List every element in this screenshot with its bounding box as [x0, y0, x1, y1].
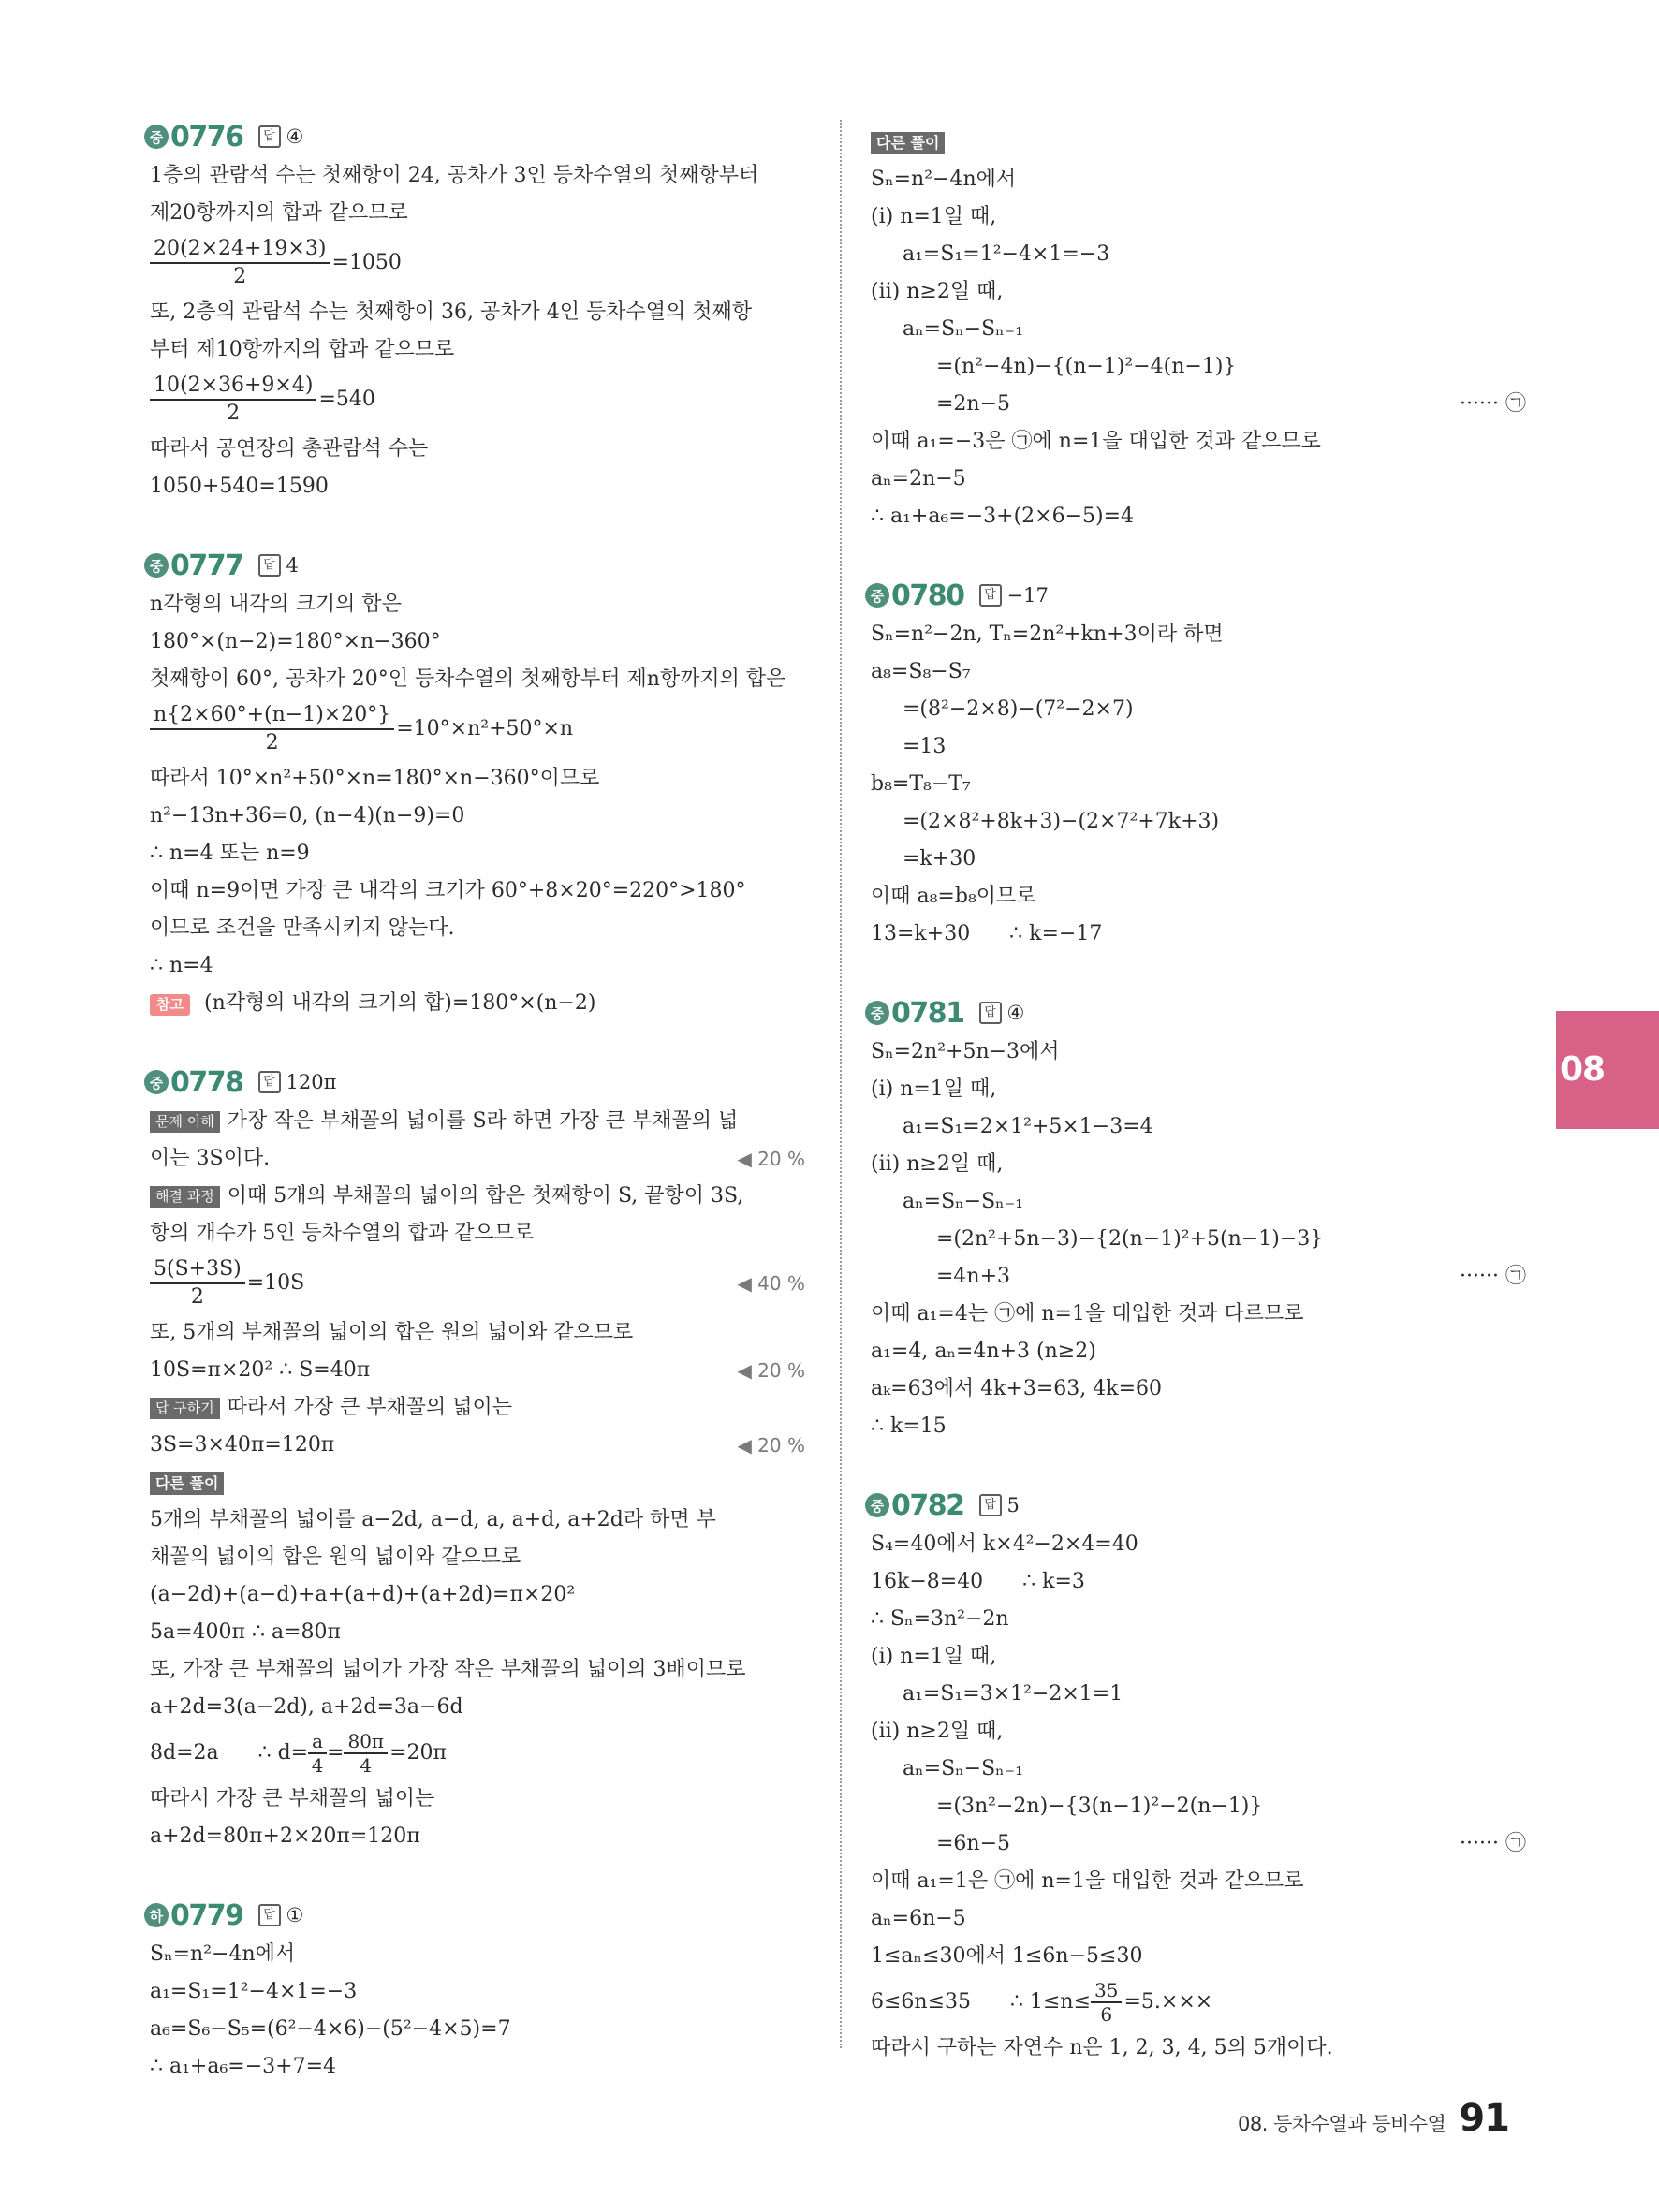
- problem-number: 0777: [170, 549, 243, 582]
- solution-line: (a−2d)+(a−d)+a+(a+d)+(a+2d)=π×20²: [150, 1583, 576, 1606]
- fraction-expression: [150, 1256, 805, 1311]
- fraction-expression: [150, 236, 805, 290]
- solution-line: 이때 a₁=4는 ㉠에 n=1을 대입한 것과 다르므로: [871, 1302, 1304, 1326]
- page-number: 91: [1459, 2097, 1509, 2140]
- solution-line: aₙ=6n−5: [871, 1907, 966, 1930]
- solution-line: ∴ k=15: [871, 1414, 947, 1438]
- note-tag: 참고: [150, 994, 190, 1016]
- answer-icon: 답: [979, 584, 1002, 607]
- denominator: 4: [311, 1754, 324, 1777]
- solution-line: S₄=40에서 k×4²−2×4=40: [871, 1532, 1138, 1556]
- solution-line: 또, 5개의 부채꼴의 넓이의 합은 원의 넓이와 같으므로: [150, 1321, 634, 1344]
- solution-line: [150, 1427, 805, 1464]
- solution-line: 따라서 가장 큰 부채꼴의 넓이는: [150, 1787, 435, 1810]
- problem-0780: [871, 575, 1526, 953]
- solution-line: =(3n²−2n)−{3(n−1)²−2(n−1)}: [936, 1795, 1263, 1818]
- fraction: [344, 1730, 388, 1777]
- solution-text: 가장 작은 부채꼴의 넓이를 S라 하면 가장 큰 부채꼴의 넓: [227, 1109, 739, 1133]
- level-badge: 중: [865, 1001, 889, 1025]
- numerator: a: [308, 1730, 327, 1754]
- solution-line: 1050+540=1590: [150, 475, 329, 498]
- solution-line: [150, 1389, 805, 1427]
- solution-line: b₈=T₈−T₇: [871, 772, 971, 796]
- answer-icon: 답: [258, 1071, 281, 1093]
- answer: ①: [286, 1904, 304, 1926]
- solution-line: 이때 a₁=1은 ㉠에 n=1을 대입한 것과 같으므로: [871, 1869, 1304, 1893]
- solution-line: a+2d=3(a−2d), a+2d=3a−6d: [150, 1695, 463, 1719]
- fraction-expression: [150, 702, 805, 756]
- solution-line: (i) n=1일 때,: [871, 1077, 997, 1101]
- answer: ④: [286, 125, 304, 148]
- solution-line: (i) n=1일 때,: [871, 205, 997, 228]
- solution-line: 첫째항이 60°, 공차가 20°인 등차수열의 첫째항부터 제n항까지의 합은: [150, 667, 786, 691]
- denominator: 4: [360, 1754, 373, 1777]
- score-percent: ◀ 20 %: [737, 1148, 805, 1170]
- problem-number: 0779: [170, 1898, 243, 1932]
- solution-line: 채꼴의 넓이의 합은 원의 넓이와 같으므로: [150, 1545, 521, 1569]
- solution-text: 10S=π×20² ∴ S=40π: [150, 1358, 371, 1382]
- fraction-result: =20π: [389, 1741, 447, 1765]
- denominator: 2: [265, 731, 279, 754]
- fraction-result: =10°×n²+50°×n: [396, 717, 574, 740]
- solution-text: =4n+3: [936, 1265, 1011, 1288]
- solution-line: =13: [903, 735, 947, 758]
- problem-0776: [150, 116, 805, 505]
- solution-line: 또, 가장 큰 부채꼴의 넓이가 가장 작은 부채꼴의 넓이의 3배이므로: [150, 1658, 746, 1681]
- solution-line: ∴ n=4: [150, 954, 213, 977]
- chapter-tab-label: 08: [1560, 1050, 1606, 1089]
- solution-line: 이때 a₁=−3은 ㉠에 n=1을 대입한 것과 같으므로: [871, 430, 1321, 453]
- solution-line: ∴ a₁+a₆=−3+7=4: [150, 2055, 337, 2078]
- numerator: 35: [1091, 1979, 1122, 2003]
- denominator: 6: [1100, 2003, 1113, 2026]
- fraction-expression: [150, 1730, 805, 1777]
- solution-line: [871, 386, 1526, 423]
- solution-text: 8d=2a ∴ d=: [150, 1741, 309, 1765]
- solution-line: =(8²−2×8)−(7²−2×7): [903, 697, 1134, 721]
- solution-line: aₙ=Sₙ−Sₙ₋₁: [903, 1757, 1024, 1780]
- solution-line: 따라서 10°×n²+50°×n=180°×n−360°이므로: [150, 767, 600, 790]
- fraction-result: =1050: [331, 251, 402, 274]
- numerator: 80π: [344, 1730, 388, 1754]
- problem-number: 0776: [170, 120, 243, 154]
- solution-line: 부터 제10항까지의 합과 같으므로: [150, 338, 455, 361]
- solution-line: Sₙ=n²−4n에서: [871, 168, 1017, 191]
- problem-header: [144, 116, 805, 157]
- fraction-result: =540: [318, 388, 375, 411]
- fraction-result: =5.×××: [1123, 1990, 1213, 2014]
- numerator: 20(2×24+19×3): [150, 236, 330, 264]
- fraction: [308, 1730, 327, 1777]
- solution-line: aₙ=2n−5: [871, 467, 966, 491]
- level-badge: 중: [865, 583, 889, 608]
- solution-line: [871, 1258, 1526, 1296]
- solution-line: 이므로 조건을 만족시키지 않는다.: [150, 916, 455, 940]
- solution-line: a₁=S₁=1²−4×1=−3: [150, 1980, 358, 2003]
- note-line: [150, 985, 805, 1022]
- solution-line: [150, 1352, 805, 1389]
- answer-icon: 답: [979, 1494, 1002, 1516]
- problem-header: [865, 1485, 1526, 1526]
- answer-icon: 답: [258, 1904, 281, 1926]
- solution-line: 5a=400π ∴ a=80π: [150, 1620, 341, 1644]
- answer: ④: [1006, 1002, 1025, 1024]
- answer: 4: [286, 554, 299, 577]
- solution-line: 1층의 관람석 수는 첫째항이 24, 공차가 3인 등차수열의 첫째항부터: [150, 164, 759, 187]
- solution-line: =k+30: [903, 847, 976, 871]
- numerator: 5(S+3S): [150, 1256, 245, 1284]
- equation-marker: ······ ㉠: [1460, 1832, 1526, 1855]
- equation-marker: ······ ㉠: [1460, 392, 1526, 416]
- answer: 5: [1006, 1494, 1020, 1516]
- problem-0778: [150, 1062, 805, 1855]
- solution-line: =(2×8²+8k+3)−(2×7²+7k+3): [903, 810, 1220, 833]
- problem-number: 0780: [891, 579, 964, 612]
- solution-line: [150, 1178, 805, 1215]
- answer-icon: 답: [979, 1002, 1002, 1024]
- solution-line: 5개의 부채꼴의 넓이를 a−2d, a−d, a, a+d, a+2d라 하면 부: [150, 1508, 716, 1531]
- solution-line: 항의 개수가 5인 등차수열의 합과 같으므로: [150, 1222, 535, 1245]
- fraction: [150, 236, 330, 290]
- solution-text: 3S=3×40π=120π: [150, 1433, 335, 1457]
- problem-header: [865, 992, 1526, 1033]
- solution-line: 제20항까지의 합과 같으므로: [150, 201, 408, 225]
- problem-0779: [150, 1895, 805, 2086]
- level-badge: 중: [865, 1493, 889, 1517]
- denominator: 2: [190, 1285, 204, 1309]
- problem-header: [144, 545, 805, 586]
- chapter-tab: [1556, 1011, 1659, 1129]
- answer: −17: [1006, 584, 1049, 607]
- solution-line: 또, 2층의 관람석 수는 첫째항이 36, 공차가 4인 등차수열의 첫째항: [150, 300, 752, 324]
- fraction: [150, 373, 316, 427]
- problem-0782: [871, 1485, 1526, 2067]
- solution-text: 이때 5개의 부채꼴의 넓이의 합은 첫째항이 S, 끝항이 3S,: [227, 1184, 744, 1208]
- step-tag: 문제 이해: [150, 1111, 220, 1133]
- page-footer: [1238, 2097, 1509, 2140]
- level-badge: 하: [144, 1903, 169, 1927]
- level-badge: 중: [144, 1070, 169, 1094]
- solution-line: =(2n²+5n−3)−{2(n−1)²+5(n−1)−3}: [936, 1227, 1324, 1251]
- numerator: 10(2×36+9×4): [150, 373, 316, 401]
- solution-line: a₁=S₁=2×1²+5×1−3=4: [903, 1115, 1153, 1138]
- solution-line: 이때 a₈=b₈이므로: [871, 885, 1036, 908]
- problem-number: 0781: [891, 996, 964, 1030]
- solution-line: =(n²−4n)−{(n−1)²−4(n−1)}: [936, 355, 1237, 378]
- numerator: n{2×60°+(n−1)×20°}: [150, 702, 394, 730]
- solution-line: [150, 1103, 805, 1140]
- solution-line: 1≤aₙ≤30에서 1≤6n−5≤30: [871, 1944, 1143, 1968]
- solution-line: 따라서 공연장의 총관람석 수는: [150, 437, 429, 461]
- problem-header: [144, 1895, 805, 1936]
- solution-text: =2n−5: [936, 392, 1011, 416]
- alt-solution-tag: 다른 풀이: [150, 1472, 224, 1495]
- solution-line: Sₙ=n²−2n, Tₙ=2n²+kn+3이라 하면: [871, 623, 1224, 646]
- solution-line: [871, 1825, 1526, 1863]
- problem-0781: [871, 992, 1526, 1445]
- solution-line: 180°×(n−2)=180°×n−360°: [150, 630, 441, 653]
- alt-solution-header: [150, 1464, 805, 1502]
- solution-line: 이때 n=9이면 가장 큰 내각의 크기가 60°+8×20°=220°>180°: [150, 879, 746, 902]
- solution-line: (i) n=1일 때,: [871, 1645, 997, 1668]
- solution-line: (ii) n≥2일 때,: [871, 280, 1004, 303]
- solution-line: a₆=S₆−S₅=(6²−4×6)−(5²−4×5)=7: [150, 2017, 511, 2041]
- solution-line: n각형의 내각의 크기의 합은: [150, 593, 402, 616]
- equation-marker: ······ ㉠: [1460, 1265, 1526, 1288]
- solution-line: aₙ=Sₙ−Sₙ₋₁: [903, 317, 1024, 341]
- fraction: [150, 702, 394, 756]
- solution-text: 6≤6n≤35 ∴ 1≤n≤: [871, 1990, 1092, 2014]
- solution-line: 16k−8=40 ∴ k=3: [871, 1570, 1085, 1593]
- solution-line: a₁=S₁=3×1²−2×1=1: [903, 1682, 1123, 1706]
- problem-header: [865, 575, 1526, 616]
- alt-solution-tag: 다른 풀이: [871, 132, 945, 154]
- problem-0777: [150, 545, 805, 1022]
- answer-icon: 답: [258, 125, 281, 148]
- solution-line: (ii) n≥2일 때,: [871, 1152, 1004, 1176]
- answer-icon: 답: [258, 554, 281, 577]
- solution-line: a₁=4, aₙ=4n+3 (n≥2): [871, 1340, 1096, 1363]
- left-column: [150, 116, 805, 2125]
- solution-line: a₈=S₈−S₇: [871, 660, 971, 683]
- denominator: 2: [233, 265, 247, 288]
- equals-sign: =: [327, 1741, 345, 1765]
- solution-line: aₙ=Sₙ−Sₙ₋₁: [903, 1190, 1024, 1213]
- solution-line: [150, 1140, 805, 1178]
- problem-0779-alt-solution: [871, 124, 1526, 535]
- solution-text: 따라서 가장 큰 부채꼴의 넓이는: [227, 1396, 512, 1419]
- solution-line: Sₙ=n²−4n에서: [150, 1942, 296, 1966]
- step-tag: 답 구하기: [150, 1398, 220, 1419]
- solution-text: 이는 3S이다.: [150, 1147, 271, 1170]
- solution-line: aₖ=63에서 4k+3=63, 4k=60: [871, 1377, 1162, 1400]
- denominator: 2: [227, 402, 241, 425]
- solution-line: a+2d=80π+2×20π=120π: [150, 1824, 420, 1848]
- solution-line: ∴ n=4 또는 n=9: [150, 842, 310, 865]
- solution-line: (ii) n≥2일 때,: [871, 1720, 1004, 1743]
- solution-line: ∴ Sₙ=3n²−2n: [871, 1607, 1009, 1631]
- level-badge: 중: [144, 125, 169, 149]
- score-percent: ◀ 20 %: [737, 1434, 805, 1457]
- column-divider: [840, 120, 842, 2048]
- solution-line: a₁=S₁=1²−4×1=−3: [903, 242, 1110, 266]
- footer-chapter-title: 08. 등차수열과 등비수열: [1238, 2113, 1446, 2135]
- solution-line: ∴ a₁+a₆=−3+(2×6−5)=4: [871, 505, 1135, 528]
- score-percent: ◀ 20 %: [737, 1359, 805, 1382]
- score-percent: ◀ 40 %: [737, 1272, 805, 1295]
- level-badge: 중: [144, 553, 169, 578]
- answer: 120π: [286, 1071, 337, 1093]
- solution-line: 13=k+30 ∴ k=−17: [871, 922, 1103, 945]
- fraction: [150, 1256, 245, 1311]
- solution-line: 따라서 구하는 자연수 n은 1, 2, 3, 4, 5의 5개이다.: [871, 2036, 1333, 2059]
- right-column: [871, 116, 1526, 2106]
- solution-text: =6n−5: [936, 1832, 1011, 1855]
- fraction-result: =10S: [246, 1271, 305, 1295]
- solution-line: Sₙ=2n²+5n−3에서: [871, 1040, 1060, 1063]
- problem-number: 0782: [891, 1488, 964, 1522]
- problem-number: 0778: [170, 1065, 243, 1099]
- fraction-expression: [150, 373, 805, 427]
- step-tag: 해결 과정: [150, 1186, 220, 1208]
- solution-line: n²−13n+36=0, (n−4)(n−9)=0: [150, 804, 465, 828]
- fraction: [1091, 1979, 1122, 2026]
- note-text: (n각형의 내각의 크기의 합)=180°×(n−2): [203, 991, 596, 1015]
- alt-solution-header: [871, 124, 1526, 161]
- problem-header: [144, 1062, 805, 1103]
- fraction-expression: [871, 1979, 1526, 2026]
